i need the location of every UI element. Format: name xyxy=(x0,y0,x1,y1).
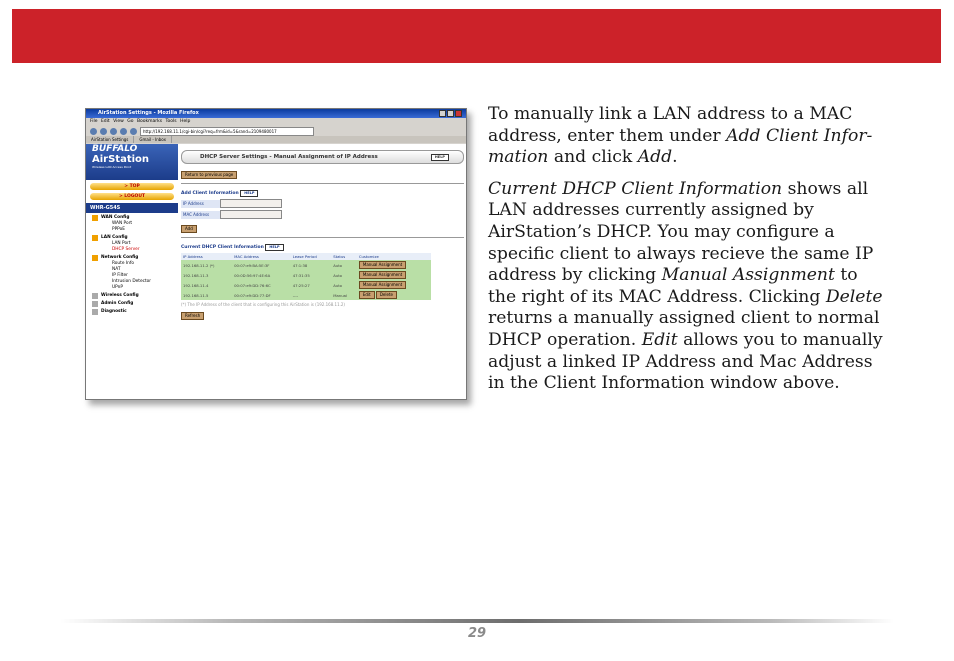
window-titlebar xyxy=(86,109,466,118)
text-run: and click xyxy=(548,147,638,168)
menu-file[interactable]: File xyxy=(90,119,98,124)
cell-lease: 47:31:35 xyxy=(291,270,332,280)
top-button[interactable]: > TOP xyxy=(90,183,174,190)
home-icon[interactable] xyxy=(130,128,137,135)
emphasis-text: Current DHCP Client Information xyxy=(488,178,783,199)
table-row xyxy=(181,290,431,300)
footnote: (*) The IP Address of the client that is configuring this AirStation is (192.168.11.2) xyxy=(181,302,345,307)
refresh-button[interactable]: Refresh xyxy=(181,312,204,320)
menu-go[interactable]: Go xyxy=(127,119,134,124)
paragraph-current-client xyxy=(488,179,883,395)
header-banner xyxy=(12,9,941,63)
emphasis-text: Manual Assignment xyxy=(661,265,835,286)
emphasis-text: Add Client Infor-mation xyxy=(488,125,873,168)
cell-status: Auto xyxy=(331,270,357,280)
sidebar xyxy=(86,144,178,399)
nav-toolbar xyxy=(86,126,466,136)
ip-address-input[interactable] xyxy=(220,199,282,208)
divider xyxy=(181,183,464,184)
nav-admin-config[interactable]: Admin Config xyxy=(92,301,178,307)
text-run: To manually link a LAN address to a MAC address, enter them under xyxy=(488,104,853,146)
cell-lease: 47:1:38 xyxy=(291,260,332,270)
nav-upnp[interactable]: UPnP xyxy=(112,285,123,290)
arrow-icon xyxy=(92,301,98,307)
nav-lan-config[interactable]: LAN Config xyxy=(92,235,178,241)
model-label: WHR-G54S xyxy=(86,203,178,213)
return-button[interactable]: Return to previous page xyxy=(181,171,237,179)
cell-status: Manual xyxy=(331,290,357,300)
close-icon[interactable] xyxy=(455,110,462,117)
client-table xyxy=(181,253,431,300)
col-customize: Customize xyxy=(357,253,431,260)
table-row xyxy=(181,270,431,280)
text-run: to the right of its MAC Address. Clicking xyxy=(488,265,858,307)
col-ip: IP Address xyxy=(181,253,232,260)
page-number: 29 xyxy=(467,626,487,641)
help-button[interactable]: HELP xyxy=(431,154,449,161)
window-title: AirStation Settings - Mozilla Firefox xyxy=(98,110,199,116)
help-button[interactable]: HELP xyxy=(240,190,258,197)
cell-mac: 00:07:e9:DD:76:6C xyxy=(232,280,291,290)
nav-dhcp-server[interactable]: DHCP Server xyxy=(112,247,140,252)
help-button[interactable]: HELP xyxy=(265,244,283,251)
nav-network-config[interactable]: Network Config xyxy=(92,255,178,261)
edit-button[interactable]: Edit xyxy=(359,291,375,299)
text-run: returns a manually assigned client to normal DHCP operation. xyxy=(488,308,880,350)
manual-assignment-button[interactable]: Manual Assignment xyxy=(359,281,406,289)
nav-pppoe[interactable]: PPPoE xyxy=(112,227,125,232)
menu-help[interactable]: Help xyxy=(180,119,191,124)
arrow-icon xyxy=(92,309,98,315)
forward-icon[interactable] xyxy=(100,128,107,135)
main-panel xyxy=(181,144,464,399)
page-content xyxy=(86,144,466,399)
mac-address-input[interactable] xyxy=(220,210,282,219)
cell-mac: 00:07:e9:DD:77:DF xyxy=(232,290,291,300)
arrow-icon xyxy=(92,255,98,261)
delete-button[interactable]: Delete xyxy=(376,291,397,299)
cell-lease: 47:25:27 xyxy=(291,280,332,290)
arrow-icon xyxy=(92,215,98,221)
col-lease: Lease Period xyxy=(291,253,332,260)
cell-mac: 00:0D:56:97:4E:6A xyxy=(232,270,291,280)
minimize-icon[interactable] xyxy=(439,110,446,117)
arrow-icon xyxy=(92,235,98,241)
menu-view[interactable]: View xyxy=(113,119,124,124)
table-row xyxy=(181,280,431,290)
url-bar[interactable]: http://192.168.11.1/cgi-bin/cgi?req=frm&id=5&rand=2109480017 xyxy=(140,127,314,136)
maximize-icon[interactable] xyxy=(447,110,454,117)
logout-button[interactable]: > LOGOUT xyxy=(90,193,174,200)
menu-bar xyxy=(86,118,466,126)
page-title: DHCP Server Settings - Manual Assignment of IP Address HELP xyxy=(181,150,464,164)
sidebar-menu xyxy=(86,215,178,315)
nav-wan-config[interactable]: WAN Config xyxy=(92,215,178,221)
nav-nat[interactable]: NAT xyxy=(112,267,121,272)
tab-gmail[interactable]: Gmail - Inbox xyxy=(134,136,172,143)
add-client-heading: Add Client Information HELP xyxy=(181,190,464,197)
divider xyxy=(181,237,464,238)
emphasis-text: Add xyxy=(637,147,673,168)
product-subtitle: Wireless LAN Access Point xyxy=(92,165,132,169)
nav-intrusion-detector[interactable]: Intrusion Detector xyxy=(112,279,152,284)
cell-ip: 192.168.11.2 (*) xyxy=(181,260,232,270)
manual-assignment-button[interactable]: Manual Assignment xyxy=(359,271,406,279)
nav-route-info[interactable]: Route Info xyxy=(112,261,134,266)
cell-lease: ---- xyxy=(291,290,332,300)
stop-icon[interactable] xyxy=(120,128,127,135)
brand-logo: BUFFALO xyxy=(92,144,138,154)
text-run: allows you to manually adjust a linked IP Address and Mac Address in the Client Information window above. xyxy=(488,329,883,394)
cell-ip: 192.168.11.3 xyxy=(181,270,232,280)
col-mac: MAC Address xyxy=(232,253,291,260)
nav-lan-port[interactable]: LAN Port xyxy=(112,241,131,246)
cell-status: Auto xyxy=(331,260,357,270)
body-text xyxy=(488,104,883,405)
add-button[interactable]: Add xyxy=(181,225,197,233)
col-status: Status xyxy=(331,253,357,260)
nav-wan-port[interactable]: WAN Port xyxy=(112,221,133,226)
arrow-icon xyxy=(92,293,98,299)
menu-bookmarks[interactable]: Bookmarks xyxy=(136,119,163,124)
product-logo: AirStation xyxy=(92,154,150,165)
paragraph-add-client xyxy=(488,104,883,169)
tab-airstation[interactable]: AirStation Settings xyxy=(86,136,134,143)
emphasis-text: Edit xyxy=(641,329,678,350)
ip-address-label: IP Address xyxy=(181,200,220,208)
cell-ip: 192.168.11.5 xyxy=(181,290,232,300)
nav-wireless-config[interactable]: Wireless Config xyxy=(92,293,178,299)
nav-ip-filter[interactable]: IP Filter xyxy=(112,273,128,278)
table-row xyxy=(181,260,431,270)
cell-status: Auto xyxy=(331,280,357,290)
emphasis-text: Delete xyxy=(825,286,883,307)
reload-icon[interactable] xyxy=(110,128,117,135)
text-run: . xyxy=(672,147,678,168)
nav-diagnostic[interactable]: Diagnostic xyxy=(92,309,178,315)
browser-screenshot xyxy=(85,108,467,400)
mac-address-label: MAC Address xyxy=(181,211,220,219)
cell-mac: 00:07:e9:BA:5E:3F xyxy=(232,260,291,270)
back-icon[interactable] xyxy=(90,128,97,135)
menu-tools[interactable]: Tools xyxy=(165,119,177,124)
text-run: shows all LAN addresses currently assigned by AirStation’s DHCP. You may configure a specific client to always recieve the same IP address by clicking xyxy=(488,178,874,286)
tab-bar xyxy=(86,136,466,143)
cell-ip: 192.168.11.4 xyxy=(181,280,232,290)
current-client-heading: Current DHCP Client Information HELP xyxy=(181,244,464,251)
manual-assignment-button[interactable]: Manual Assignment xyxy=(359,261,406,269)
menu-edit[interactable]: Edit xyxy=(100,119,110,124)
logo xyxy=(86,144,178,180)
footer-rule xyxy=(60,619,894,623)
